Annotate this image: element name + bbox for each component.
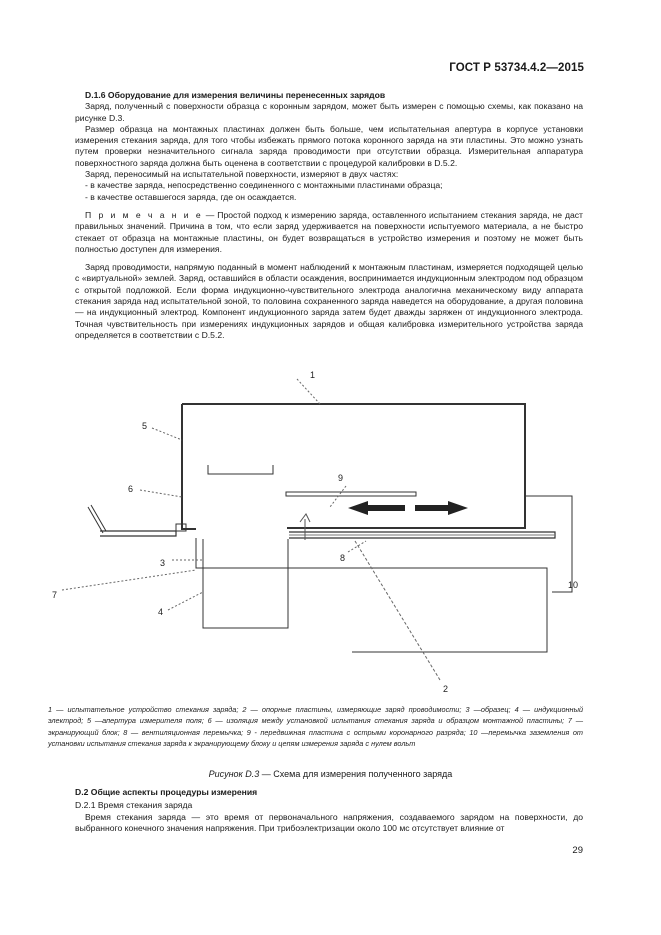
list-item: - в качестве заряда, непосредственно соединенного с монтажными пластинами образца;	[85, 180, 443, 191]
note-label: П р и м е ч а н и е	[85, 209, 203, 220]
figure-label-10: 10	[568, 580, 579, 590]
caption-prefix: Рисунок D.3	[208, 769, 260, 779]
figure-label-2: 2	[443, 684, 449, 694]
figure-label-8: 8	[340, 553, 346, 563]
note-text: — Простой подход к измерению заряда, оставленного испытанием стекания заряда, не даст правильных значений. Причина в том, что если заряд удерживается на поверхности испытуемого материала, а не быстро стекает от образца на монтажные пластины, он будет возвращаться в устройство измерения и поэтому не может быть полностью доступен для измерения.	[75, 209, 583, 254]
figure-label-5: 5	[142, 421, 148, 431]
page-number: 29	[572, 845, 583, 856]
paragraph: Заряд проводимости, напрямую поданный в момент наблюдений к монтажным пластинам, измеряется подходящей целью с «виртуальной» землей. Заряд, оставшийся в области осаждения, воспринимается индукционным электродом под образцом с открытой подложкой. Если форма индукционно-чувствительного электрода аналогична механическому виду аппарата стекания заряда над испытательной зоной, то половина сохраненного заряда наведется на оборудование, а другая половина — на индукционный электрод. Компонент индукционного заряда затем будет дважды заряжен от индукционного электрода. Точная чувствительность при измерениях индукционных зарядов и общая калибровка измерительного устройства заряда определяется в соответствии с D.5.2.	[75, 262, 583, 340]
figure-label-3: 3	[160, 558, 166, 568]
paragraph: Время стекания заряда — это время от первоначального напряжения, создаваемого зарядом на поверхности, до выбранного конечного значения напряжения. При трибоэлектризации около 100 мс отсутствует влияние от	[75, 811, 583, 833]
paragraph: Заряд, переносимый на испытательной поверхности, измеряют в двух частях:	[85, 169, 399, 180]
section-heading: D.2 Общие аспекты процедуры измерения	[75, 787, 258, 797]
figure-label-7: 7	[52, 590, 58, 600]
figure-label-9: 9	[338, 473, 344, 483]
subsection-title: D.2.1 Время стекания заряда	[75, 800, 193, 811]
sample-plate-left	[100, 531, 176, 536]
figure-label-1: 1	[310, 370, 316, 380]
ground-lead	[525, 496, 572, 592]
figure-label-4: 4	[158, 607, 164, 617]
list-item: - в качестве оставшегося заряда, где он осаждается.	[85, 191, 297, 202]
movable-plate	[286, 492, 416, 496]
shield-block	[196, 538, 547, 652]
document-header: ГОСТ Р 53734.4.2—2015	[449, 62, 584, 74]
paragraph: Заряд, полученный с поверхности образца с коронным зарядом, может быть измерен с помощью схемы, как показано на рисунке D.3.	[75, 101, 583, 123]
figure-legend: 1 — испытательное устройство стекания заряда; 2 — опорные пластины, измеряющие заряд проводимости; 3 —образец; 4 — индукционный электрод; 5 —апертура измерителя поля; 6 — изоляция между установкой испытания стекания заряда и образцом монтажной пластины; 7 — экранирующий блок; 8 — вентиляционная перемычка; 9 - передвижная пластина с острыми коронарного разряда; 10 —перемычка заземления от установки испытания стекания заряда к экранирующему блоку и цепям измерения заряда с нулем вольт	[48, 705, 583, 748]
figure-caption	[0, 769, 661, 779]
figure-label-6: 6	[128, 484, 134, 494]
movement-arrow-icon	[348, 501, 468, 515]
subsection-heading	[75, 800, 583, 811]
paragraph: Размер образца на монтажных пластинах должен быть больше, чем испытательная апертура в корпусе установки измерения стекания заряда, для того чтобы избежать прямого потока коронного заряда на эти пластины. Это можно узнать путем проверки незначительного сигнала заряда проводимости при отсутствии образца. Измерительная аппаратура поверхностного заряда должна быть оценена в соответствии с процедурой калибровки в D.5.2.	[75, 123, 583, 168]
caption-text: — Схема для измерения полученного заряда	[259, 769, 453, 779]
field-meter-aperture	[208, 465, 273, 474]
section-d2	[75, 787, 583, 834]
section-heading: D.1.6 Оборудование для измерения величины перенесенных зарядов	[85, 90, 386, 100]
